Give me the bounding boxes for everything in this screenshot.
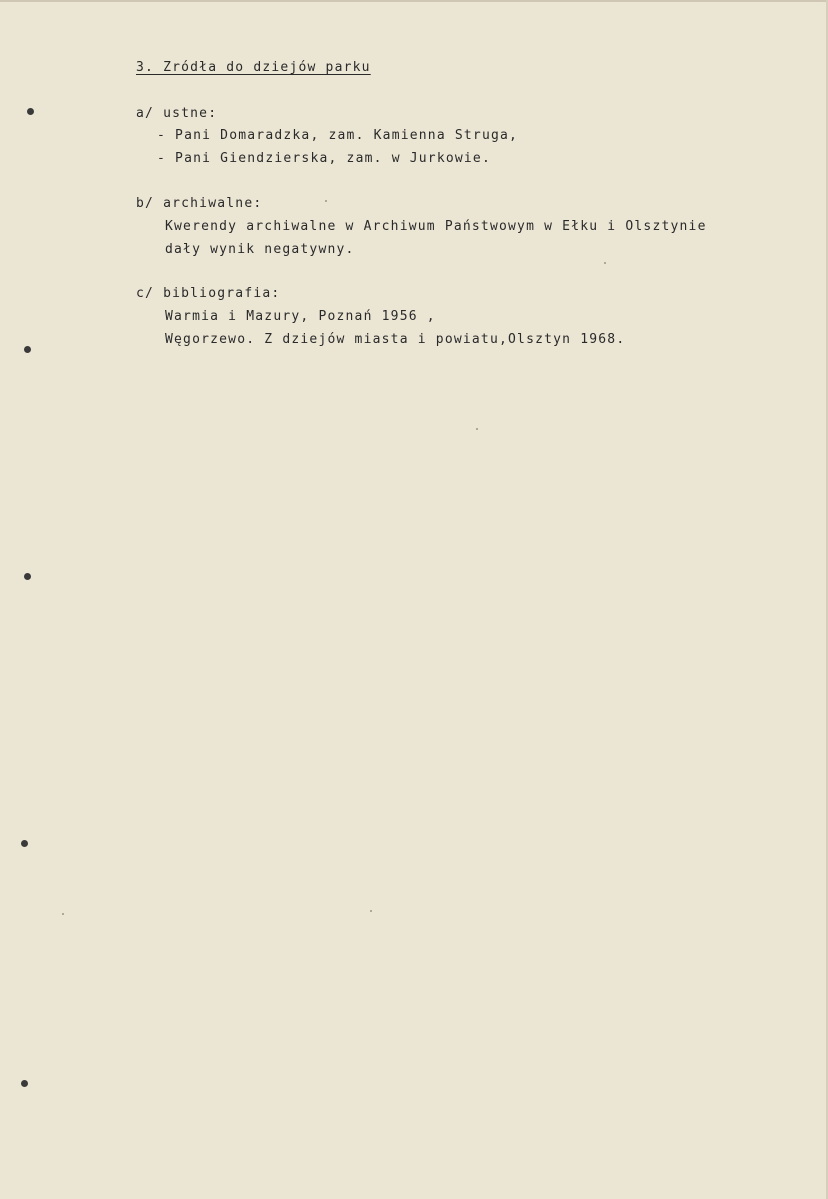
section-c-label: c/ bibliografia:	[136, 286, 281, 301]
punch-hole	[24, 346, 31, 353]
paper-speck	[604, 262, 606, 264]
punch-hole	[21, 840, 28, 847]
section-heading: 3. Zródła do dziejów parku	[136, 60, 371, 75]
section-b-label: b/ archiwalne:	[136, 196, 263, 211]
oral-source-item: - Pani Giendzierska, zam. w Jurkowie.	[157, 151, 491, 166]
archival-note-line: dały wynik negatywny.	[165, 242, 355, 257]
section-a-label: a/ ustne:	[136, 106, 218, 121]
bibliography-entry: Węgorzewo. Z dziejów miasta i powiatu,Olsztyn 1968.	[165, 332, 626, 347]
paper-speck	[370, 910, 372, 912]
page-top-edge	[0, 0, 828, 2]
paper-speck	[476, 428, 478, 430]
archival-note-line: Kwerendy archiwalne w Archiwum Państwowym w Ełku i Olsztynie	[165, 219, 707, 234]
paper-speck	[325, 200, 327, 202]
punch-hole	[21, 1080, 28, 1087]
bibliography-entry: Warmia i Mazury, Poznań 1956 ,	[165, 309, 436, 324]
oral-source-item: - Pani Domaradzka, zam. Kamienna Struga,	[157, 128, 519, 143]
punch-hole	[24, 573, 31, 580]
punch-hole	[27, 108, 34, 115]
paper-speck	[62, 913, 64, 915]
